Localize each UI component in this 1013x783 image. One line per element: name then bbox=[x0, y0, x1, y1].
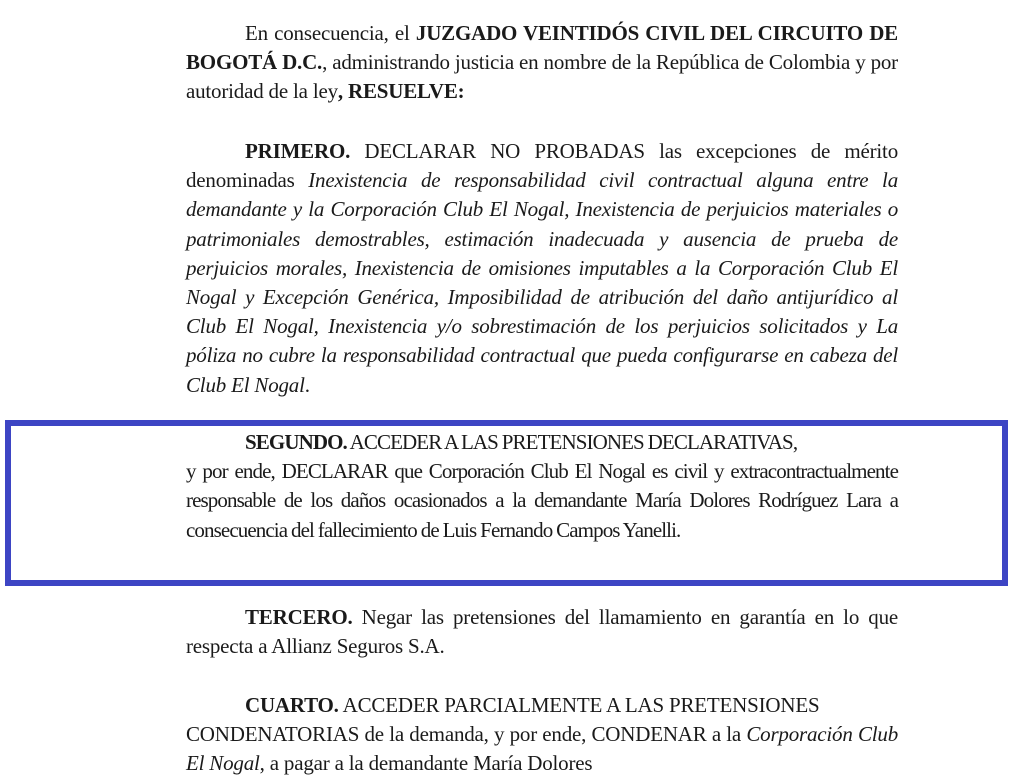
cuarto-text-2: CONDENATORIAS de la demanda, y por ende, CONDENAR a la bbox=[186, 722, 747, 747]
segundo-paragraph bbox=[186, 428, 898, 545]
cuarto-party: Corporación Club El Nogal bbox=[186, 722, 898, 776]
cuarto-text-3: , a pagar a la demandante María Dolores bbox=[259, 751, 593, 776]
cuarto-heading: CUARTO. bbox=[245, 693, 339, 717]
cuarto-text-1: ACCEDER PARCIALMENTE A LAS PRETENSIONES bbox=[338, 693, 820, 717]
primero-end: . bbox=[304, 372, 310, 397]
intro-text-2: , administrando justicia en nombre de la República de Colombia y por autoridad de la ley bbox=[186, 50, 898, 104]
segundo-text-2: y por ende, DECLARAR que Corporación Club El Nogal es civil y extracontractualmente responsable de los daños ocasionados a la demandante María Dolores Rodríguez Lara a consecuencia del fallecimiento de Luis Fernando Campos Yanelli. bbox=[186, 459, 898, 542]
primero-exceptions: Inexistencia de responsabilidad civil contractual alguna entre la demandante y la Corporación Club El Nogal, Inexistencia de perjuicios materiales o patrimoniales demostrables, estimación inadecuada y ausencia de prueba de perjuicios morales, Inexistencia de omisiones imputables a la Corporación Club El Nogal y Excepción Genérica, Imposibilidad de atribución del daño antijurídico al Club El Nogal, Inexistencia y/o sobrestimación de los perjuicios solicitados y La póliza no cubre la responsabilidad contractual que pueda configurarse en cabeza del Club El Nogal bbox=[186, 168, 898, 397]
tercero-text: Negar las pretensiones del llamamiento en garantía en lo que respecta a Allianz Seguros S.A. bbox=[186, 605, 898, 659]
intro-text-1: En consecuencia, el bbox=[245, 21, 416, 45]
court-name: JUZGADO VEINTIDÓS CIVIL DEL CIRCUITO DE BOGOTÁ D.C. bbox=[186, 21, 898, 75]
segundo-text-1: ACCEDER A LAS PRETENSIONES DECLARATIVAS, bbox=[346, 430, 798, 454]
cuarto-paragraph bbox=[186, 691, 898, 779]
segundo-heading: SEGUNDO. bbox=[245, 430, 347, 454]
intro-paragraph bbox=[186, 19, 898, 107]
primero-paragraph bbox=[186, 137, 898, 400]
primero-heading: PRIMERO. bbox=[245, 139, 351, 163]
primero-text: DECLARAR NO PROBADAS las excepciones de mérito denominadas bbox=[186, 139, 898, 193]
resolve-label: , RESUELVE: bbox=[337, 79, 465, 104]
tercero-paragraph bbox=[186, 603, 898, 661]
tercero-heading: TERCERO. bbox=[245, 605, 353, 629]
